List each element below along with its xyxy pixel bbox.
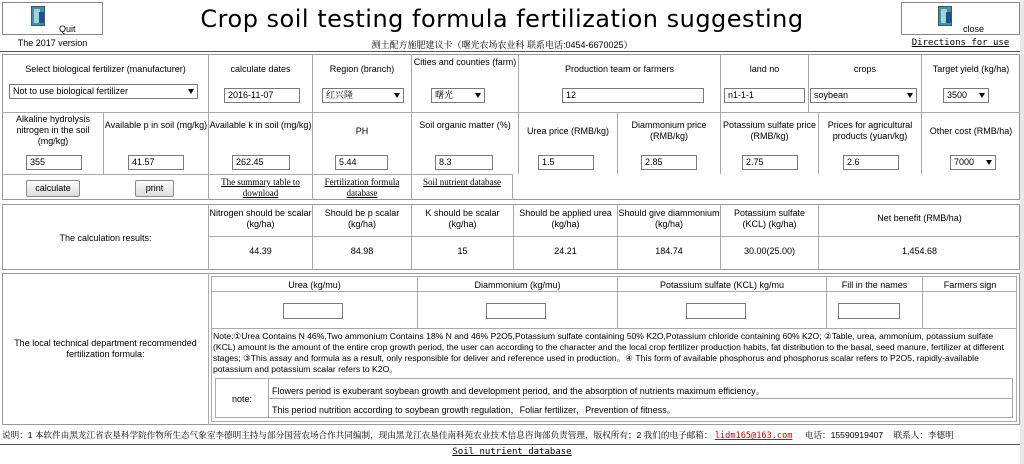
result-urea: 24.21 xyxy=(554,246,577,256)
vertical-scrollbar[interactable] xyxy=(1020,0,1024,464)
agri-price-input[interactable]: 2.6 xyxy=(843,155,899,170)
footer-email-link[interactable]: lidm165@163.com xyxy=(714,431,793,441)
chevron-down-icon xyxy=(475,93,481,98)
ph-input[interactable]: 5.44 xyxy=(335,155,388,170)
label-diammonium-price: Diammonium price (RMB/kg) xyxy=(631,120,707,141)
label-yield: Target yield (kg/ha) xyxy=(932,64,1010,74)
summary-download-link[interactable]: The summary table to download xyxy=(221,177,300,198)
result-net-benefit: 1,454.68 xyxy=(901,246,938,256)
team-input[interactable]: 12 xyxy=(562,88,704,103)
label-region: Region (branch) xyxy=(329,64,395,74)
result-header-kcl: Potassium sulfate (KCL) (kg/ha) xyxy=(733,208,806,229)
region-select[interactable]: 红兴隆 xyxy=(322,88,404,103)
result-diammonium: 184.74 xyxy=(655,246,683,256)
footer-text: 说明：1 本软件由黑龙江省农垦科学院作物所生态气象室李德明主持与部分国营农场合作共同编制，现由黑龙江农垦佳南科苑农业技术信息咨询部负责管理，版权所有；2 我们的电子邮箱： xyxy=(2,430,713,440)
version-label: The 2017 version xyxy=(17,38,88,48)
label-crops: crops xyxy=(853,64,876,74)
quit-label: Quit xyxy=(59,24,76,34)
rec-names-input[interactable] xyxy=(838,303,900,319)
diammonium-price-input[interactable]: 2.85 xyxy=(641,155,697,170)
soil-database-link[interactable]: Soil nutrient database xyxy=(423,177,501,187)
footer-bar xyxy=(2,428,1020,443)
label-agri-price: Prices for agricultural products (yuan/kg) xyxy=(827,120,913,141)
calculate-button[interactable]: calculate xyxy=(26,180,80,197)
recommend-label: The local technical department recommended fertilization formula: xyxy=(14,338,197,359)
footer-phone: 电话：15590919407 xyxy=(804,430,884,440)
rec-header-diammonium: Diammonium (kg/mu) xyxy=(474,280,561,290)
note-label: note: xyxy=(231,394,253,404)
result-header-net-benefit: Net benefit (RMB/ha) xyxy=(877,213,962,223)
rec-header-urea: Urea (kg/mu) xyxy=(288,280,341,290)
result-header-diammonium: Should give diammonium (kg/ha) xyxy=(618,208,720,229)
quit-button[interactable] xyxy=(2,2,103,35)
land-input[interactable]: n1-1-1 xyxy=(724,88,805,103)
print-button[interactable]: print xyxy=(135,180,174,197)
results-label: The calculation results: xyxy=(59,233,152,243)
yield-select[interactable]: 3500 xyxy=(943,88,989,103)
nitrogen-input[interactable]: 355 xyxy=(26,155,82,170)
rec-urea-input[interactable] xyxy=(283,303,343,319)
close-label: close xyxy=(963,24,985,34)
note-line-1: Flowers period is exuberant soybean growth and development period, and the absorption of nutrients maximum efficiency。 xyxy=(272,386,765,396)
result-header-phosphorus: Should be p scalar (kg/ha) xyxy=(324,208,400,229)
result-phosphorus: 84.98 xyxy=(350,246,374,256)
label-other-cost: Other cost (RMB/ha) xyxy=(929,126,1013,136)
close-button[interactable] xyxy=(901,2,1020,35)
chevron-down-icon xyxy=(188,89,194,94)
rec-header-potassium: Potassium sulfate (KCL) kg/mu xyxy=(659,280,785,290)
footer-soil-database-link[interactable]: Soil nutrient database xyxy=(452,447,572,457)
result-header-potassium: K should be scalar (kg/ha) xyxy=(425,208,500,229)
urea-price-input[interactable]: 1.5 xyxy=(538,155,594,170)
rec-diammonium-input[interactable] xyxy=(486,303,546,319)
label-organic-matter: Soil organic matter (%) xyxy=(419,120,511,130)
result-header-nitrogen: Nitrogen should be scalar (kg/ha) xyxy=(209,208,312,229)
potassium-price-input[interactable]: 2.75 xyxy=(742,155,798,170)
label-potassium: Available k in soil (mg/kg) xyxy=(209,120,312,130)
directions-link[interactable]: Directions for use xyxy=(911,38,1010,48)
label-phosphorus: Available p in soil (mg/kg) xyxy=(104,120,208,130)
rec-header-sign: Farmers sign xyxy=(943,280,997,290)
crops-select[interactable]: soybean xyxy=(810,88,917,103)
organic-matter-input[interactable]: 8.3 xyxy=(435,155,493,170)
label-date: calculate dates xyxy=(230,64,291,74)
result-header-urea: Should be applied urea (kg/ha) xyxy=(519,208,612,229)
fertilizer-select[interactable]: Not to use biological fertilizer xyxy=(9,84,198,99)
note-line-2: This period nutrition according to soybean growth regulation，Foliar fertilizer，Prevention of fitness。 xyxy=(272,405,676,415)
label-fertilizer: Select biological fertilizer (manufacturer) xyxy=(25,64,186,74)
door-icon xyxy=(938,6,952,26)
phosphorus-input[interactable]: 41.57 xyxy=(128,155,184,170)
label-team: Production team or farmers xyxy=(564,64,675,74)
other-cost-select[interactable]: 7000 xyxy=(950,155,996,170)
page-title: Crop soil testing formula fertilization suggesting xyxy=(200,5,804,33)
chevron-down-icon xyxy=(986,160,992,165)
label-nitrogen: Alkaline hydrolysis nitrogen in the soil (mg/kg) xyxy=(15,114,91,146)
chevron-down-icon xyxy=(394,93,400,98)
note-text: Note:①Urea Contains N 46%,Two ammonium Contains 18% N and 46% P2O5,Potassium sulfate containing 50% K2O,Potassium chloride containing 60% K2O; ②Table, urea, ammonium, potassium sulfate (KCL) amount is the amount of the entire crop growth period, the user can according to the character and the local crop fertilizer production habits, fat distribution to the basal, seed manure, fertilizer at different stages; ③This assay and formula as a result, only responsible for deliver and reference used in production。④ This form of available phosphorus and phosphorus scalar refers to P2O5, rapidly-available potassium and potassium scalar refers to K2O。 xyxy=(213,331,1004,374)
rec-header-names: Fill in the names xyxy=(841,280,908,290)
chevron-down-icon xyxy=(979,93,985,98)
door-icon xyxy=(31,6,45,26)
label-ph: PH xyxy=(355,126,369,136)
result-kcl: 30.00(25.00) xyxy=(743,246,796,256)
fertilization-database-link[interactable]: Fertilization formula database xyxy=(324,177,400,198)
label-cities: Cities and counties (farm) xyxy=(413,57,517,67)
label-urea-price: Urea price (RMB/kg) xyxy=(526,126,609,136)
result-potassium: 15 xyxy=(457,246,468,256)
label-land: land no xyxy=(749,64,780,74)
potassium-input[interactable]: 262.45 xyxy=(232,155,290,170)
footer-contact: 联系人：李德明 xyxy=(893,430,954,440)
rec-potassium-input[interactable] xyxy=(686,303,746,319)
page-subtitle: 测土配方施肥建议卡（曙光农场农业科 联系电话:0454-6670025） xyxy=(371,40,633,50)
result-nitrogen: 44.39 xyxy=(249,246,272,256)
cities-select[interactable]: 曙光 xyxy=(431,88,485,103)
date-input[interactable]: 2016-11-07 xyxy=(224,88,300,103)
label-potassium-price: Potassium sulfate price (RMB/kg) xyxy=(722,120,817,141)
chevron-down-icon xyxy=(907,93,913,98)
